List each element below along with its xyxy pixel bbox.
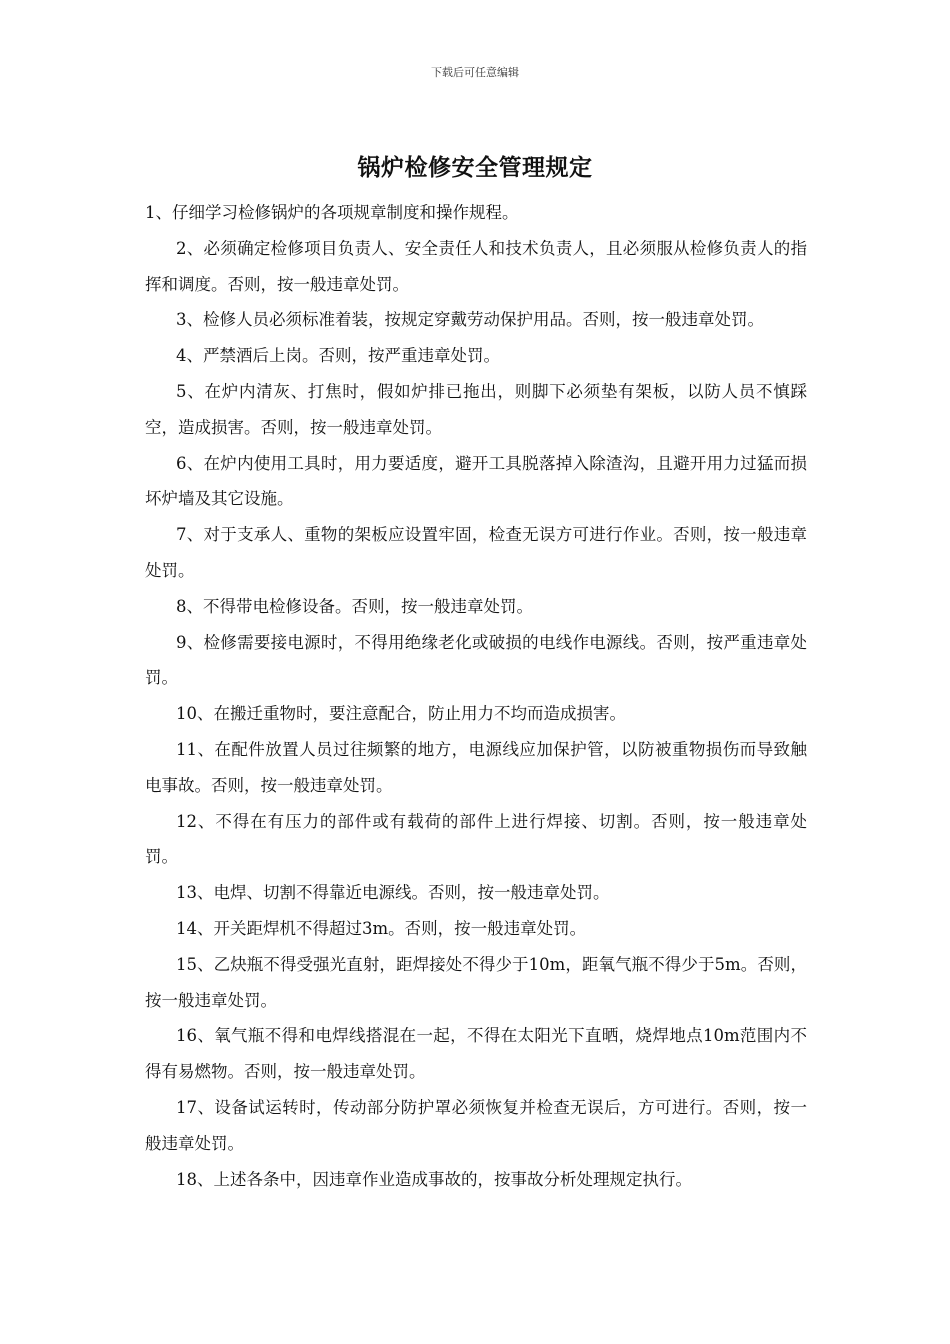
rule-paragraph: 3、检修人员必须标准着装，按规定穿戴劳动保护用品。否则，按一般违章处罚。 [176, 310, 764, 330]
rule-paragraph: 1、仔细学习检修锅炉的各项规章制度和操作规程。 [145, 203, 519, 222]
document-title: 锅炉检修安全管理规定 [357, 155, 593, 181]
rule-paragraph: 6、在炉内使用工具时，用力要适度，避开工具脱落掉入除渣沟，且避开用力过猛而损坏炉墙及其它设施。 [145, 453, 807, 509]
rule-paragraph: 5、在炉内清灰、打焦时，假如炉排已拖出，则脚下必须垫有架板，以防人员不慎踩空，造成损害。否则，按一般违章处罚。 [145, 381, 807, 437]
rule-paragraph: 12、不得在有压力的部件或有载荷的部件上进行焊接、切割。否则，按一般违章处罚。 [145, 811, 807, 867]
rule-paragraph: 11、在配件放置人员过往频繁的地方，电源线应加保护管，以防被重物损伤而导致触电事故。否则，按一般违章处罚。 [145, 739, 807, 795]
rule-paragraph: 13、电焊、切割不得靠近电源线。否则，按一般违章处罚。 [176, 883, 610, 903]
rule-paragraph: 18、上述各条中，因违章作业造成事故的，按事故分析处理规定执行。 [176, 1169, 692, 1189]
rule-paragraph: 15、乙炔瓶不得受强光直射，距焊接处不得少于10m，距氧气瓶不得少于5m。否则，按一般违章处罚。 [145, 954, 807, 1010]
document-body [145, 195, 807, 1197]
rule-paragraph: 9、检修需要接电源时，不得用绝缘老化或破损的电线作电源线。否则，按严重违章处罚。 [145, 632, 807, 688]
header-note: 下载后可任意编辑 [431, 66, 519, 79]
rule-paragraph: 17、设备试运转时，传动部分防护罩必须恢复并检查无误后，方可进行。否则，按一般违章处罚。 [145, 1097, 807, 1153]
rule-paragraph: 14、开关距焊机不得超过3m。否则，按一般违章处罚。 [176, 918, 587, 938]
rule-paragraph: 4、严禁酒后上岗。否则，按严重违章处罚。 [176, 346, 500, 366]
rule-paragraph: 8、不得带电检修设备。否则，按一般违章处罚。 [176, 596, 533, 616]
rule-paragraph: 7、对于支承人、重物的架板应设置牢固，检查无误方可进行作业。否则，按一般违章处罚。 [145, 525, 807, 580]
rule-paragraph: 10、在搬迁重物时，要注意配合，防止用力不均而造成损害。 [176, 704, 626, 724]
rule-paragraph: 16、氧气瓶不得和电焊线搭混在一起，不得在太阳光下直晒，烧焊地点10m范围内不得有易燃物。否则，按一般违章处罚。 [145, 1026, 807, 1082]
rule-paragraph: 2、必须确定检修项目负责人、安全责任人和技术负责人，且必须服从检修负责人的指挥和调度。否则，按一般违章处罚。 [145, 238, 807, 294]
